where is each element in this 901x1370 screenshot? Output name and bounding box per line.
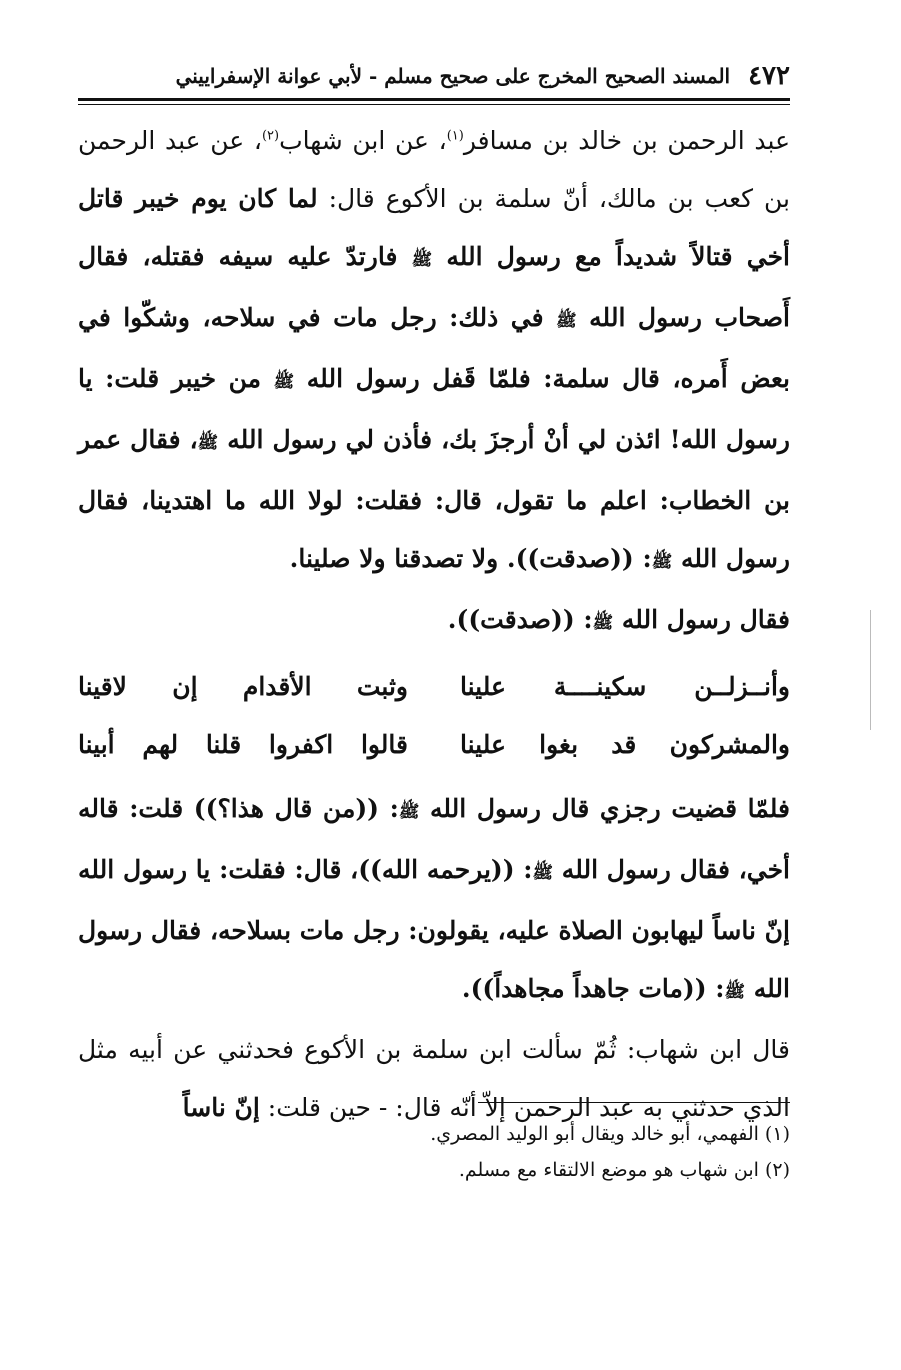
text-span: ، عن عبد الرحمن بن كعب بن مالك، أنّ سلمة بن الأكوع قال: [78,126,790,213]
saw-symbol: ﷺ [411,250,433,270]
paragraph-3 [78,780,790,1021]
text-span: ، فقال عمر بن الخطاب: اعلم ما تقول، قال: فقلت: لولا الله ما اهتدينا، فقال رسول الله [78,425,790,573]
hemistich-right: وأنــزلــن سكينــــة علينا [460,672,790,701]
hemistich-left: وثبت الأقدام إن لاقينا [78,672,408,701]
text-span: : ((مات جاهداً مجاهداً)). [461,974,725,1003]
text-span: : ((يرحمه الله))، قال: فقلت: يا رسول الله إنّ ناساً ليهابون الصلاة عليه، يقولون: رجل مات بسلاحه، فقال رسول الله [78,855,790,1003]
saw-symbol: ﷺ [724,982,746,1002]
footnote-2: (٢) ابن شهاب هو موضع الالتقاء مع مسلم. [458,1159,790,1181]
hemistich-left: قالوا اكفروا قلنا لهم أبينا [78,730,408,759]
saw-symbol: ﷺ [556,311,577,331]
page-edge-mark [870,610,871,730]
footnotes [78,1116,790,1188]
saw-symbol: ﷺ [273,372,295,392]
paragraph-1 [78,112,790,591]
text-span: عبد الرحمن بن خالد بن مسافر [463,126,790,155]
saw-symbol: ﷺ [197,433,219,453]
text-span: فارتدّ عليه سيفه فقتله، فقال أَصحاب رسول الله [78,242,790,332]
text-span: لما كان يوم خيبر قاتل أخي قتالاً شديداً مع رسول الله [78,184,790,271]
saw-symbol: ﷺ [398,802,420,822]
poem-verse-1 [78,658,790,716]
saw-symbol: ﷺ [592,613,614,633]
header-rule-thin [78,104,790,105]
saw-symbol: ﷺ [651,552,673,572]
text-span: من خيبر قلت: يا رسول الله! ائذن لي أنْ أرجزَ بك، فأذن لي رسول الله [78,364,790,454]
page-header [78,56,790,96]
text-span: في ذلك: رجل مات في سلاحه، وشكّوا في بعض أَمره، قال سلمة: فلمّا قَفل رسول الله [78,303,790,393]
footnote-rule [478,1102,790,1103]
header-rule [78,98,790,101]
paragraph-2 [78,591,790,652]
poem-verse-2 [78,716,790,774]
text-span: : ((من قال هذا؟)) قلت: قاله أخي، فقال رسول الله [78,794,790,884]
text-span: : ((صدقت)). [447,605,593,634]
text-span: ، عن ابن شهاب [279,126,447,155]
saw-symbol: ﷺ [532,863,554,883]
footnote-ref-2[interactable]: (٢) [261,128,280,144]
text-span: فقال رسول الله [621,605,790,634]
footnote-1: (١) الفهمي، أبو خالد ويقال أبو الوليد المصري. [430,1123,790,1145]
page-number: ٤٧٢ [748,61,790,91]
poem [78,658,790,774]
text-span: : ((صدقت)). ولا تصدقنا ولا صلينا. [289,544,652,573]
hemistich-right: والمشركون قد بغوا علينا [460,730,790,759]
running-title: المسند الصحيح المخرج على صحيح مسلم - لأبي عوانة الإسفراييني [175,64,731,88]
text-span: قال ابن شهاب: ثُمّ سألت ابن سلمة بن الأكوع فحدثني عن أبيه مثل الذي حدثني به عبد الرحمن إلاّ أنّه قال: - حين قلت: [78,1035,790,1122]
text-span: فلمّا قضيت رجزي قال رسول الله [429,794,790,823]
hadith-text [78,184,790,573]
footnote-ref-1[interactable]: (١) [446,128,464,144]
text-span: إنّ ناساً [182,1093,260,1122]
body-text [78,112,790,1137]
